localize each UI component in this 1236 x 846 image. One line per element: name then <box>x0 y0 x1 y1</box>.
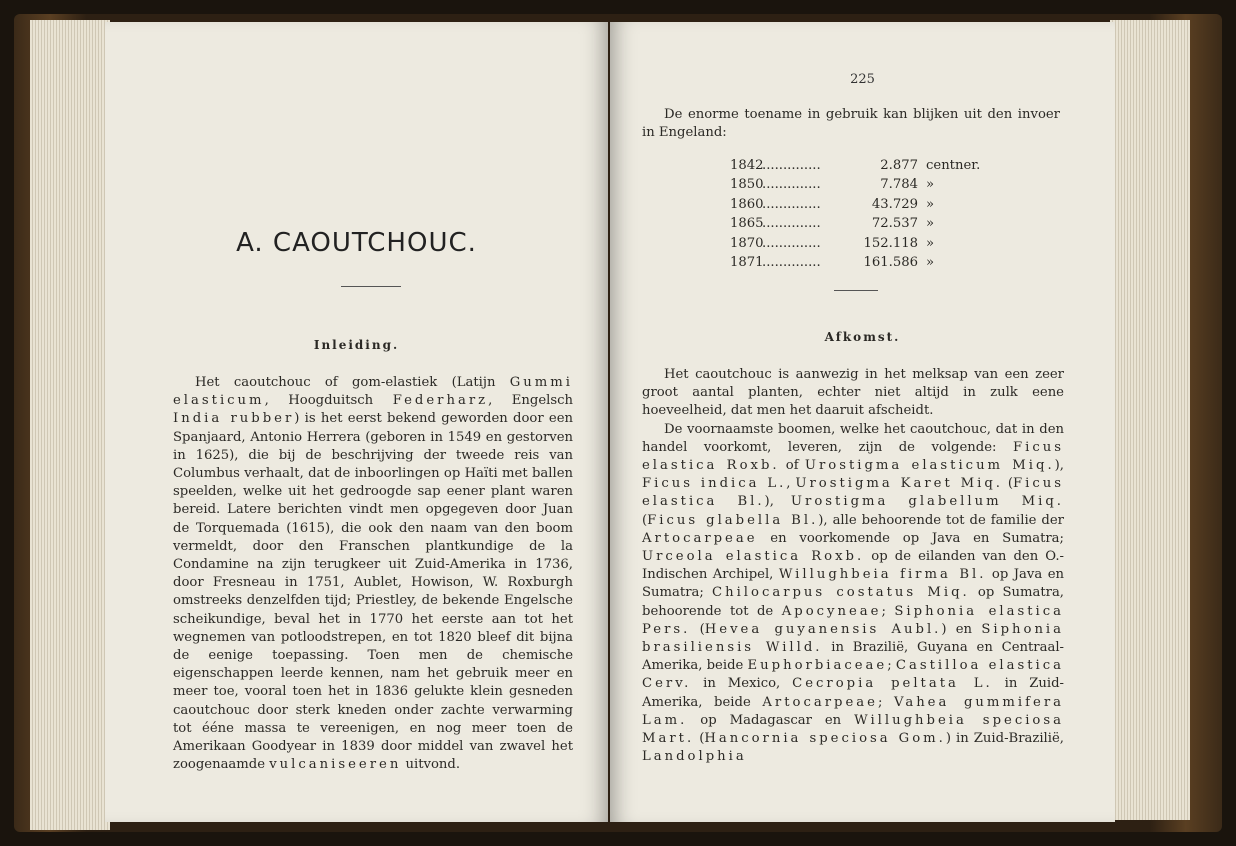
spaced-term: Vahea gummifera Lam. <box>642 694 1064 728</box>
text-run: ), <box>764 494 791 510</box>
spaced-term: Siphonia elastica Pers. <box>642 603 1064 637</box>
text-run: De voornaamste boomen, welke het caoutchouc, dat in den handel voorkomt, leveren, zijn de volgende: <box>642 421 1064 455</box>
text-run: uitvond. <box>401 757 461 773</box>
text-run: ) en <box>941 621 982 637</box>
stat-unit: » <box>926 177 935 193</box>
stat-unit: centner. <box>926 158 981 173</box>
stat-year: 1870 <box>730 235 764 251</box>
spaced-term: Hancornia speciosa Gom. <box>704 731 946 747</box>
afkomst-paragraph-1: Het caoutchouc is aanwezig in het melksap van een zeer groot aantal planten, echter niet altijd in zulk eene hoeveelheid, dat men het daaruit afscheidt. <box>642 367 1064 419</box>
intro-paragraph <box>642 106 1060 142</box>
spaced-term: vulcaniseeren <box>269 757 402 773</box>
spaced-term: Euphorbiaceae <box>747 658 888 674</box>
stat-value: 43.729 <box>871 196 918 212</box>
stat-dots: .............. <box>762 216 821 232</box>
section-heading-afkomst: Afkomst. <box>824 330 901 344</box>
stat-year: 1860 <box>730 196 764 212</box>
spaced-term: Urostigma elasticum Miq. <box>804 458 1055 474</box>
spaced-term: Chilocarpus costatus Miq. <box>711 585 970 601</box>
text-run: op Madagascar en <box>687 712 855 728</box>
stat-unit: » <box>926 196 935 212</box>
stat-year: 1871 <box>730 255 764 271</box>
spaced-term: Willughbeia firma Bl. <box>778 567 987 583</box>
right-page <box>610 22 1115 822</box>
text-run: , Engelsch <box>488 393 573 409</box>
stat-year: 1850 <box>730 177 764 193</box>
text-run: of <box>779 458 805 474</box>
spaced-term: Urceola elastica Roxb. <box>642 549 865 565</box>
spaced-term: Artocarpeae <box>762 694 878 710</box>
afkomst-text <box>642 366 1064 766</box>
stat-row <box>730 214 990 233</box>
text-run: ; <box>877 694 895 710</box>
text-run: ) in Zuid-Brazilië, <box>945 731 1064 747</box>
stat-unit: » <box>926 255 935 271</box>
spaced-term: Hevea guyanensis Aubl. <box>704 621 942 637</box>
stat-row <box>730 156 990 175</box>
text-run: ( <box>690 621 705 637</box>
stat-value: 152.118 <box>863 235 918 251</box>
stat-unit: » <box>926 216 935 232</box>
spaced-term: Landolphia <box>642 749 747 765</box>
text-run: ), alle behoorende tot de familie der <box>818 512 1064 528</box>
inleiding-paragraph <box>173 374 573 774</box>
stat-year: 1842 <box>730 158 764 173</box>
section-rule <box>834 290 878 291</box>
stat-dots: .............. <box>762 158 821 173</box>
spaced-term: Ficus elastica Bl. <box>642 476 1064 510</box>
text-run: ; <box>881 603 895 619</box>
spaced-term: Willughbeia speciosa Mart. <box>642 712 1064 747</box>
page-number: 225 <box>850 72 875 87</box>
text-run: Het caoutchouc of gom-elastiek (Latijn <box>195 375 510 390</box>
text-run: ( <box>1002 476 1013 492</box>
text-run: op Java en Sumatra; <box>642 567 1065 601</box>
spaced-term: Urostigma Karet Miq. <box>795 476 1003 492</box>
left-page-edges <box>30 20 110 830</box>
spaced-term: Ficus indica L. <box>642 476 787 492</box>
text-run: ( <box>694 731 705 747</box>
paragraph-text <box>173 374 573 774</box>
spaced-term: Ficus glabella Bl. <box>647 512 819 528</box>
stat-value: 161.586 <box>863 255 918 271</box>
intro-text: De enorme toename in gebruik kan blijken uit den invoer in Engeland: <box>642 107 1060 141</box>
text-run: in Mexico, <box>691 676 793 692</box>
stat-unit: » <box>926 235 935 251</box>
text-run: , <box>786 476 796 492</box>
stat-value: 72.537 <box>871 216 918 232</box>
right-page-edges <box>1110 20 1190 820</box>
spaced-term: Cecropia peltata L. <box>792 676 993 692</box>
chapter-title: A. CAOUTCHOUC. <box>236 228 477 258</box>
spaced-term: India rubber <box>173 411 295 427</box>
import-stats-table <box>730 156 990 272</box>
spaced-term: Urostigma glabellum Miq. <box>790 494 1064 510</box>
spaced-term: Gummi elasticum <box>173 375 573 409</box>
title-rule <box>341 286 401 287</box>
stat-row <box>730 253 990 272</box>
stat-row <box>730 195 990 214</box>
stat-value: 7.784 <box>880 177 918 193</box>
stat-row <box>730 234 990 253</box>
spaced-term: Siphonia brasiliensis Willd. <box>642 621 1065 656</box>
text-run: ; <box>887 658 896 674</box>
text-run: ) is het eerst bekend geworden door een Spanjaard, Antonio Herrera (geboren in 1549 en gestorven in 1625), die bij de beschrijving der tweede reis van Columbus verhaalt, dat de inboorlingen op Haïti met ballen speelden, welke uit het gedroogde sap eener plant waren bereid. Latere berichten vindt men opgegeven door Juan de Torquemada (1615), die ook den naam van den boom vermeldt, door den Franschen plantkundige de la Condamine na zijn terugkeer uit Zuid-Amerika in 1736, door Fresneau in 1751, Aublet, Howison, W. Roxburgh omstreeks denzelfden tijd; Priestley, de bekende Engelsche scheikundige, beval het in 1770 het eerste aan tot het wegnemen van potloodstrepen, en tot 1820 bleef dit bijna de eenige toepassing. Toen men de chemische eigenschappen leerde kennen, nam het gebruik meer en meer toe, vooral toen het in 1836 gelukte klein gesneden caoutchouc door sterk kneden onder zachte verwarming tot ééne massa te vereenigen, en nog meer toen de Amerikaan Goodyear in 1839 door middel van zwavel het zoogenaamde <box>173 411 573 773</box>
text-run: in Brazilië, Guyana en Centraal-Amerika, beide <box>642 640 1064 674</box>
text-run: ( <box>642 512 648 528</box>
stat-dots: .............. <box>762 255 821 271</box>
stat-row <box>730 175 990 194</box>
afkomst-paragraph-2 <box>642 421 1064 767</box>
text-run: ), <box>1054 458 1064 474</box>
stat-dots: .............. <box>762 177 821 193</box>
text-run: , Hoogduitsch <box>264 393 393 409</box>
stat-dots: .............. <box>762 235 821 251</box>
section-heading-inleiding: Inleiding. <box>313 338 400 352</box>
text-run: op de eilanden van den O.-Indischen Archipel, <box>642 549 1064 583</box>
spaced-term: Castilloa elastica Cerv. <box>642 658 1064 692</box>
left-page <box>105 22 608 822</box>
stat-year: 1865 <box>730 216 764 232</box>
stat-value: 2.877 <box>880 158 918 173</box>
text-run: en voorkomende op Java en Sumatra; <box>757 530 1064 546</box>
stat-dots: .............. <box>762 196 821 212</box>
spaced-term: Artocarpeae <box>642 530 758 546</box>
spaced-term: Ficus elastica Roxb. <box>642 439 1064 474</box>
text-run: in Zuid-Amerika, beide <box>642 676 1064 710</box>
spaced-term: Apocyneae <box>781 603 882 619</box>
spaced-term: Federharz <box>392 393 489 409</box>
text-run: op Sumatra, behoorende tot de <box>642 585 1064 619</box>
